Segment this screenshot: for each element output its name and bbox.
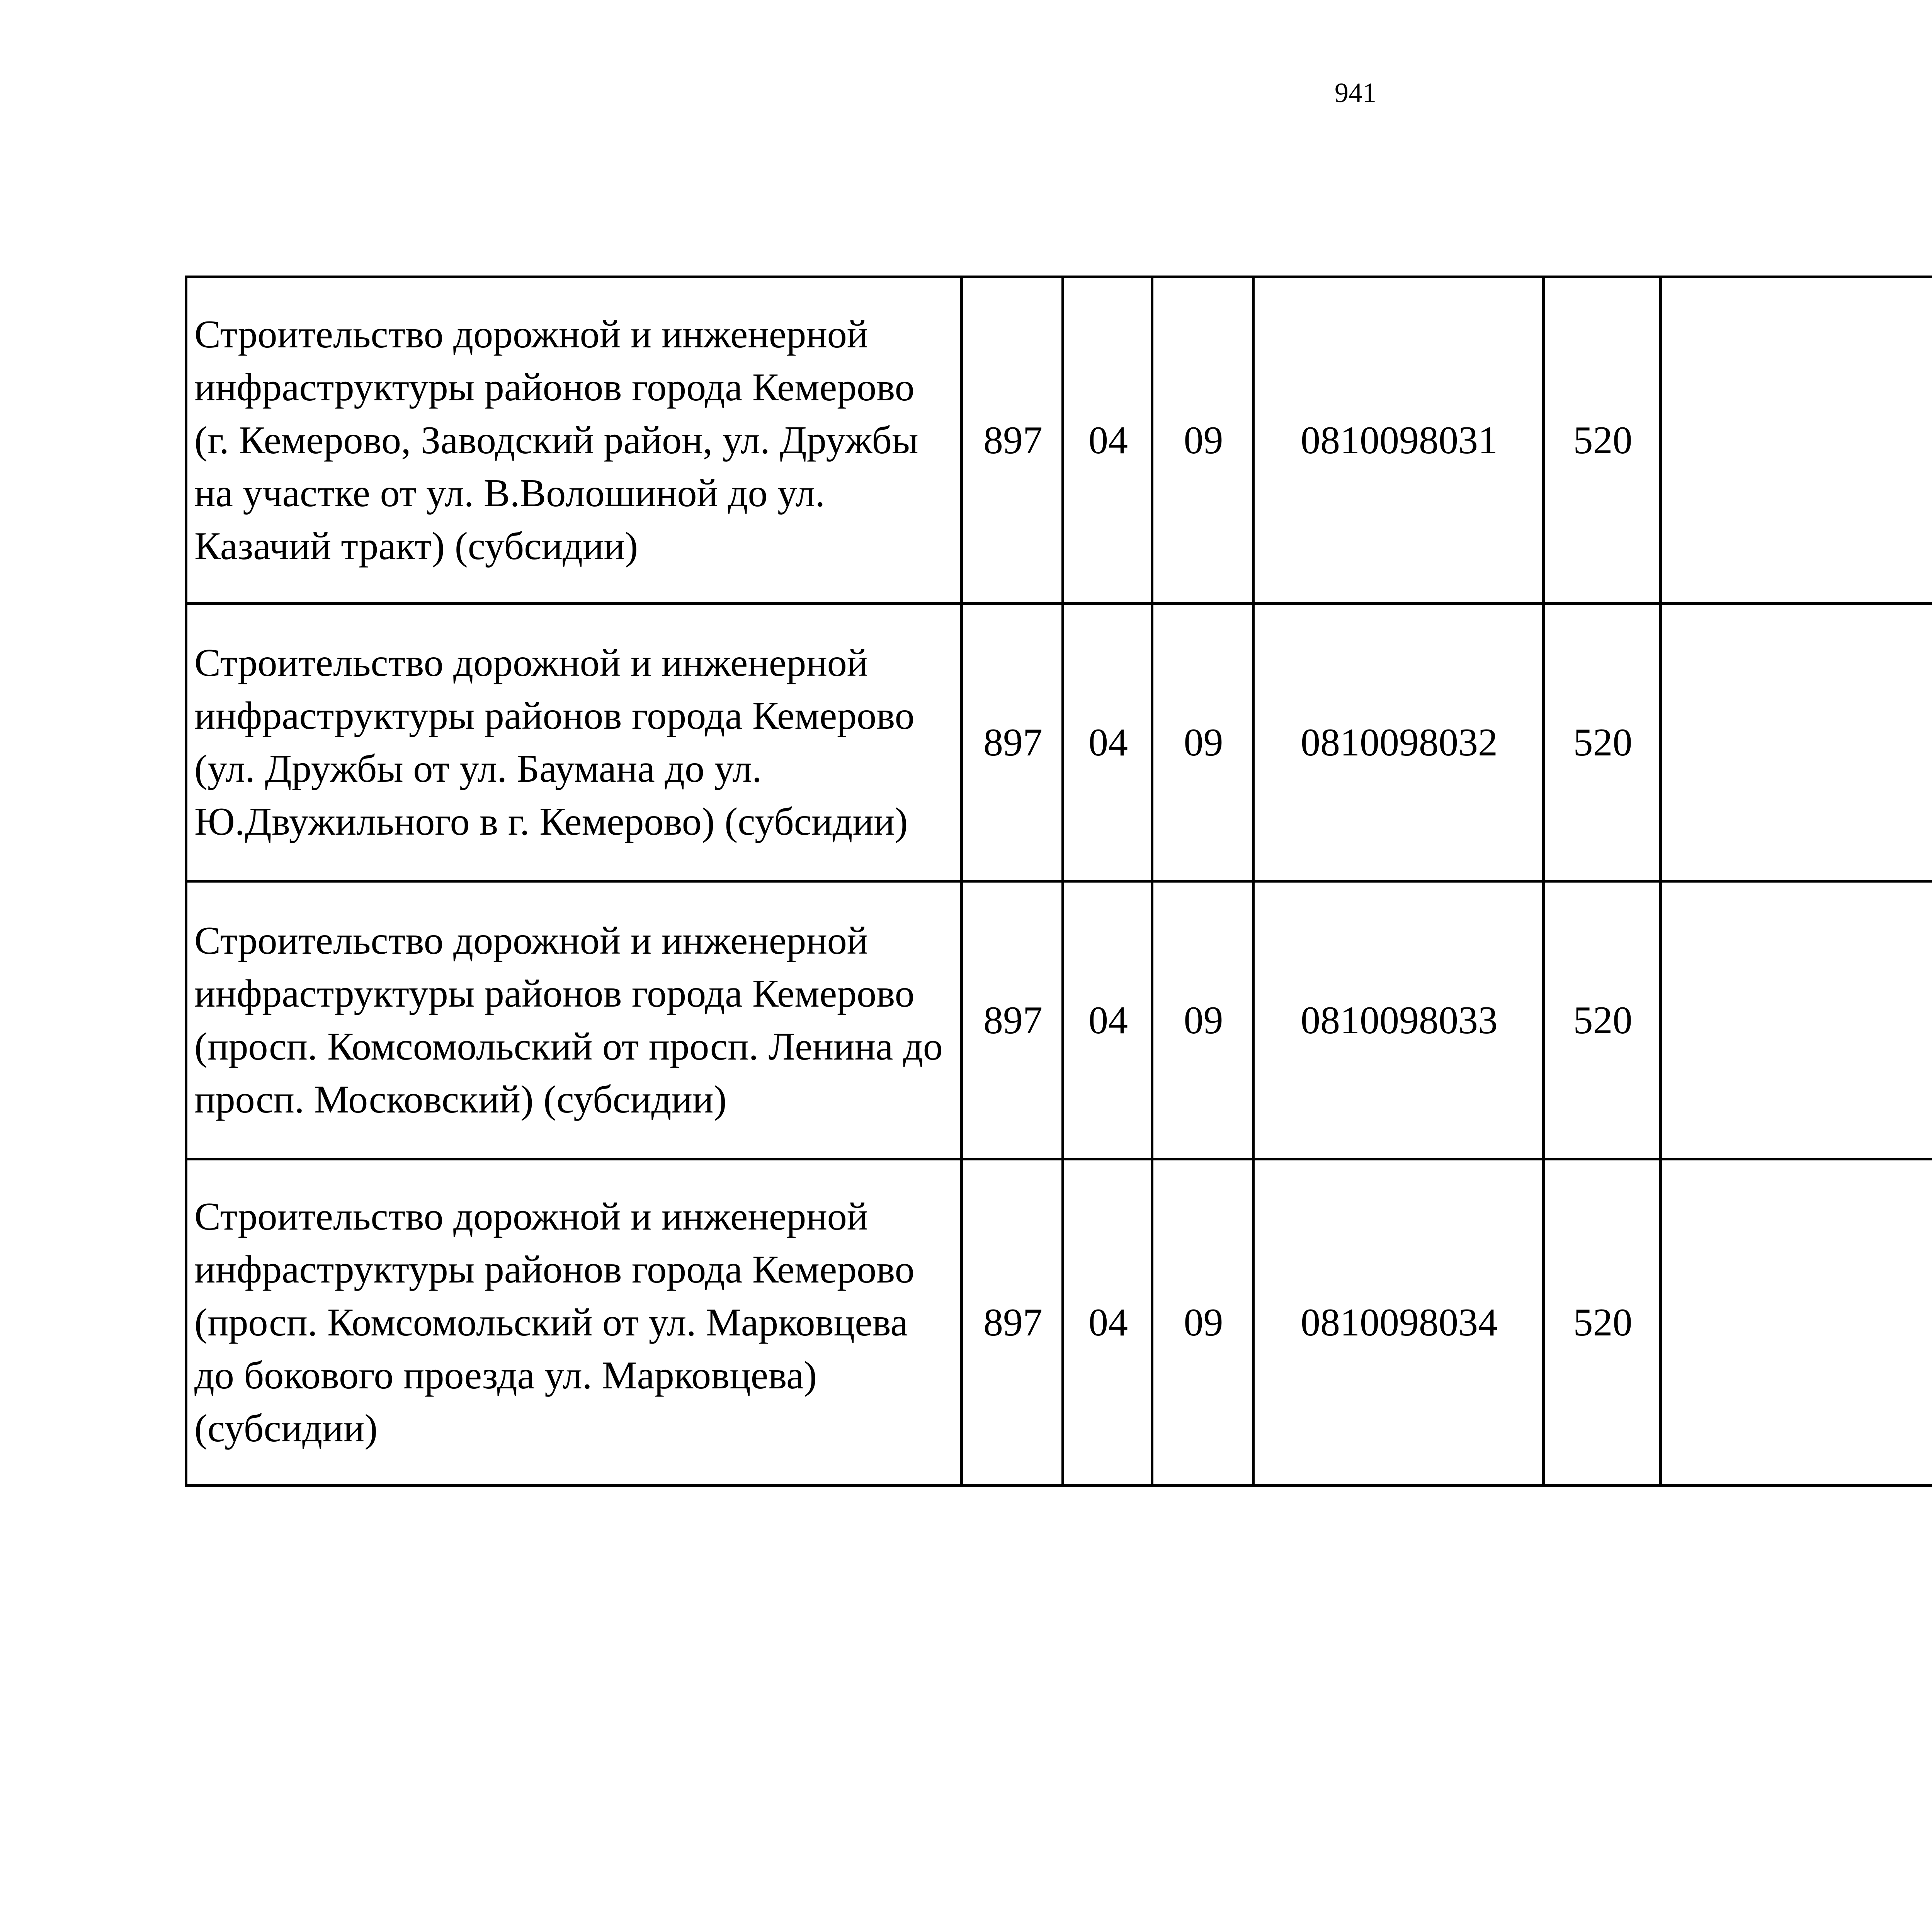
- page-number: 941: [1335, 77, 1376, 108]
- description-cell: Строительство дорожной и инженерной инфраструктуры районов города Кемерово (просп. Комсомольский от просп. Ленина до просп. Московский) (субсидии): [186, 881, 962, 1159]
- expense-type-cell: 520: [1544, 881, 1661, 1159]
- table-row: [186, 277, 1932, 604]
- ministry-code-cell: 897: [962, 604, 1063, 881]
- amount-1-cell: [1661, 1159, 1932, 1486]
- amount-1-cell: [1661, 604, 1932, 881]
- target-article-cell: 0810098031: [1253, 277, 1544, 604]
- ministry-code-cell: 897: [962, 277, 1063, 604]
- budget-table: [185, 276, 1932, 1487]
- amount-1-cell: [1661, 881, 1932, 1159]
- target-article-cell: 0810098034: [1253, 1159, 1544, 1486]
- subsection-code-cell: 09: [1152, 277, 1253, 604]
- subsection-code-cell: 09: [1152, 881, 1253, 1159]
- expense-type-cell: 520: [1544, 604, 1661, 881]
- table-row: [186, 604, 1932, 881]
- table-row: [186, 881, 1932, 1159]
- amount-1-cell: [1661, 277, 1932, 604]
- ministry-code-cell: 897: [962, 881, 1063, 1159]
- subsection-code-cell: 09: [1152, 604, 1253, 881]
- subsection-code-cell: 09: [1152, 1159, 1253, 1486]
- target-article-cell: 0810098032: [1253, 604, 1544, 881]
- ministry-code-cell: 897: [962, 1159, 1063, 1486]
- expense-type-cell: 520: [1544, 277, 1661, 604]
- target-article-cell: 0810098033: [1253, 881, 1544, 1159]
- description-cell: Строительство дорожной и инженерной инфраструктуры районов города Кемерово (г. Кемерово, Заводский район, ул. Дружбы на участке от ул. В.Волошиной до ул. Казачий тракт) (субсидии): [186, 277, 962, 604]
- description-cell: Строительство дорожной и инженерной инфраструктуры районов города Кемерово (просп. Комсомольский от ул. Марковцева до бокового проезда ул. Марковцева) (субсидии): [186, 1159, 962, 1486]
- section-code-cell: 04: [1063, 277, 1152, 604]
- section-code-cell: 04: [1063, 604, 1152, 881]
- expense-type-cell: 520: [1544, 1159, 1661, 1486]
- table-row: [186, 1159, 1932, 1486]
- section-code-cell: 04: [1063, 881, 1152, 1159]
- description-cell: Строительство дорожной и инженерной инфраструктуры районов города Кемерово (ул. Дружбы от ул. Баумана до ул. Ю.Двужильного в г. Кемерово) (субсидии): [186, 604, 962, 881]
- section-code-cell: 04: [1063, 1159, 1152, 1486]
